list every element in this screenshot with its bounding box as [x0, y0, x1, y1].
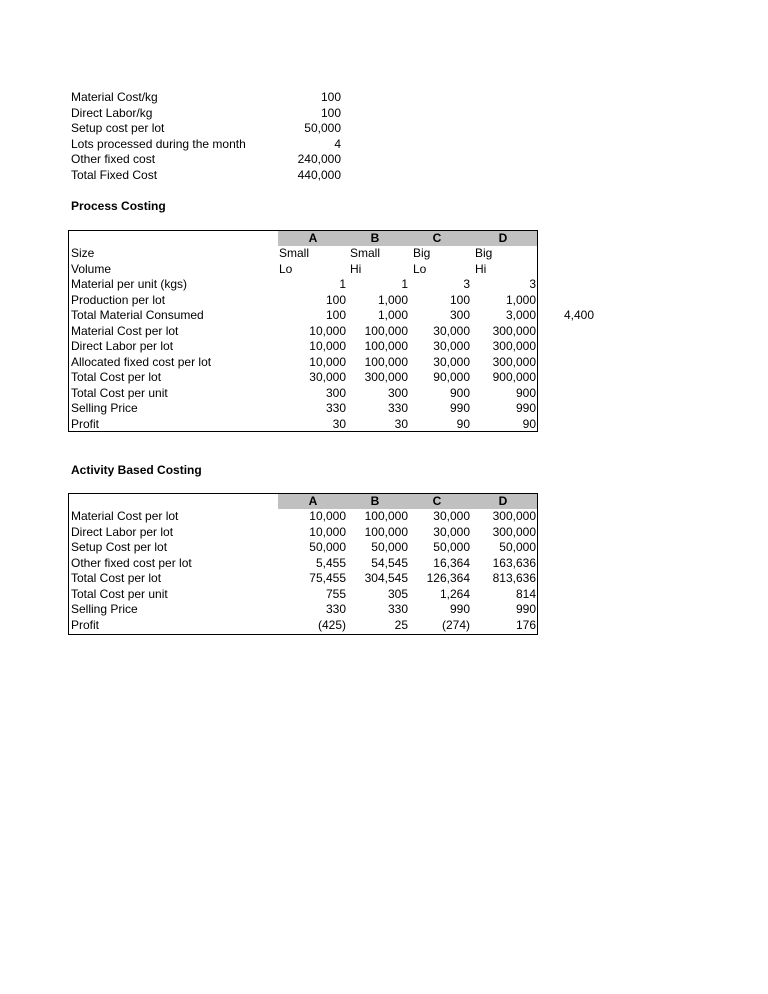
- cell-value: 30,000: [433, 323, 470, 338]
- param-value: 240,000: [297, 152, 341, 166]
- cell-value: 305: [387, 586, 408, 601]
- cell-value: 30: [394, 416, 408, 431]
- table-row: [71, 370, 537, 386]
- cell-value: 300: [325, 385, 346, 400]
- table-row: [71, 587, 537, 603]
- table-row: [71, 556, 537, 572]
- cell-value: 25: [394, 617, 408, 632]
- cell-value: 10,000: [309, 509, 346, 523]
- cell-value: 300: [387, 385, 408, 400]
- row-label: Direct Labor per lot: [71, 524, 174, 539]
- cell-value: 100,000: [364, 354, 408, 369]
- param-value: 50,000: [304, 121, 341, 135]
- cell-value: Small: [279, 246, 310, 260]
- row-label: Production per lot: [71, 292, 166, 307]
- cell-value: 300,000: [492, 524, 536, 539]
- param-label: Other fixed cost: [71, 152, 156, 166]
- cell-value: 3,000: [505, 308, 536, 322]
- cell-value: 176: [515, 617, 536, 632]
- column-header-d: D: [498, 231, 508, 245]
- process-costing-table: [68, 230, 538, 432]
- column-header-a: A: [308, 494, 318, 508]
- abc-header-band: [278, 494, 537, 509]
- cell-value: 50,000: [499, 540, 536, 554]
- cell-value: 30: [332, 416, 346, 431]
- row-label: Total Cost per lot: [71, 370, 162, 384]
- cell-value: 1,000: [377, 292, 408, 307]
- cell-value: 100: [325, 292, 346, 307]
- row-label: Selling Price: [71, 602, 138, 616]
- cell-value: 90: [456, 416, 470, 431]
- param-value: 100: [320, 105, 341, 120]
- cell-value: 300,000: [492, 354, 536, 369]
- row-label: Size: [71, 246, 95, 260]
- cell-value: 1: [401, 277, 408, 291]
- table-row: [71, 339, 537, 355]
- table-row: [71, 602, 537, 618]
- cell-value: 900: [449, 385, 470, 400]
- cell-value: 100,000: [364, 323, 408, 338]
- cell-value: 10,000: [309, 354, 346, 369]
- cell-value: Hi: [350, 261, 362, 276]
- cell-value: 300,000: [492, 509, 536, 523]
- row-label: Total Cost per lot: [71, 571, 162, 585]
- param-label: Setup cost per lot: [71, 121, 165, 135]
- cell-value: 330: [325, 401, 346, 415]
- cell-value: 300,000: [364, 370, 408, 384]
- row-label: Other fixed cost per lot: [71, 555, 192, 570]
- abc-costing-table: [68, 493, 538, 635]
- cell-value: 1: [339, 277, 346, 291]
- cell-value: Lo: [279, 261, 293, 276]
- process-extra-value: 4,400: [563, 308, 594, 322]
- table-row: [71, 293, 537, 309]
- cell-value: 1,264: [439, 586, 470, 601]
- param-row: [71, 137, 341, 153]
- cell-value: 300,000: [492, 323, 536, 338]
- cell-value: (274): [441, 617, 470, 632]
- cell-value: 100,000: [364, 524, 408, 539]
- row-label: Setup Cost per lot: [71, 540, 168, 554]
- process-header-band: [278, 231, 537, 246]
- cell-value: Big: [413, 246, 431, 260]
- cell-value: 990: [449, 602, 470, 616]
- cell-value: 50,000: [309, 540, 346, 554]
- cell-value: 50,000: [371, 540, 408, 554]
- param-row: [71, 121, 341, 137]
- cell-value: 100: [325, 308, 346, 322]
- cell-value: 30,000: [433, 339, 470, 353]
- column-header-c: C: [432, 231, 442, 245]
- column-header-b: B: [370, 231, 380, 245]
- cell-value: Lo: [413, 261, 427, 276]
- cell-value: 990: [515, 602, 536, 616]
- cell-value: 75,455: [309, 571, 346, 585]
- table-row: [71, 324, 537, 340]
- row-label: Profit: [71, 416, 100, 431]
- cell-value: 755: [325, 586, 346, 601]
- cell-value: 330: [387, 401, 408, 415]
- cell-value: 1,000: [505, 292, 536, 307]
- param-row: [71, 106, 341, 122]
- param-label: Material Cost/kg: [71, 90, 158, 104]
- cell-value: 30,000: [309, 370, 346, 384]
- row-label: Material Cost per lot: [71, 509, 179, 523]
- process-costing-title: Process Costing: [71, 199, 166, 213]
- cell-value: Small: [350, 246, 381, 260]
- cell-value: 3: [529, 277, 536, 291]
- param-value: 440,000: [297, 167, 341, 182]
- row-label: Total Material Consumed: [71, 308, 204, 322]
- cell-value: 100: [449, 292, 470, 307]
- cell-value: 1,000: [377, 308, 408, 322]
- table-row: [71, 525, 537, 541]
- cell-value: 163,636: [492, 555, 536, 570]
- table-row: [71, 618, 537, 634]
- column-header-a: A: [308, 231, 318, 245]
- cell-value: 3: [463, 277, 470, 291]
- row-label: Total Cost per unit: [71, 586, 168, 601]
- row-label: Direct Labor per lot: [71, 339, 174, 353]
- param-row: [71, 152, 341, 168]
- cell-value: 90,000: [433, 370, 470, 384]
- row-label: Selling Price: [71, 401, 138, 415]
- cell-value: 10,000: [309, 323, 346, 338]
- cell-value: 100,000: [364, 509, 408, 523]
- cell-value: 300,000: [492, 339, 536, 353]
- row-label: Total Cost per unit: [71, 385, 168, 400]
- cell-value: 304,545: [364, 571, 408, 585]
- table-row: [71, 308, 537, 324]
- row-label: Material per unit (kgs): [71, 277, 188, 291]
- cell-value: 813,636: [492, 571, 536, 585]
- table-row: [71, 246, 537, 262]
- table-row: [71, 509, 537, 525]
- column-header-c: C: [432, 494, 442, 508]
- cell-value: 16,364: [433, 555, 470, 570]
- param-value: 100: [320, 90, 341, 104]
- param-row: [71, 90, 341, 106]
- cell-value: 990: [449, 401, 470, 415]
- row-label: Allocated fixed cost per lot: [71, 354, 212, 369]
- param-label: Direct Labor/kg: [71, 105, 153, 120]
- table-row: [71, 540, 537, 556]
- cell-value: 990: [515, 401, 536, 415]
- cell-value: 330: [325, 602, 346, 616]
- cell-value: 10,000: [309, 339, 346, 353]
- cell-value: 100,000: [364, 339, 408, 353]
- cell-value: 30,000: [433, 354, 470, 369]
- table-row: [71, 417, 537, 433]
- table-row: [71, 401, 537, 417]
- cell-value: 300: [449, 308, 470, 322]
- cell-value: 50,000: [433, 540, 470, 554]
- param-value: 4: [334, 136, 341, 151]
- cell-value: 90: [522, 416, 536, 431]
- row-label: Profit: [71, 617, 100, 632]
- table-row: [71, 355, 537, 371]
- cell-value: 900: [515, 385, 536, 400]
- row-label: Volume: [71, 261, 112, 276]
- row-label: Material Cost per lot: [71, 323, 179, 338]
- param-row: [71, 168, 341, 184]
- cell-value: 330: [387, 602, 408, 616]
- cell-value: 126,364: [426, 571, 470, 585]
- param-label: Lots processed during the month: [71, 136, 246, 151]
- abc-title: Activity Based Costing: [71, 463, 202, 477]
- cell-value: 900,000: [492, 370, 536, 384]
- table-row: [71, 262, 537, 278]
- column-header-b: B: [370, 494, 380, 508]
- table-row: [71, 571, 537, 587]
- cell-value: Hi: [475, 261, 487, 276]
- table-row: [71, 277, 537, 293]
- table-row: [71, 386, 537, 402]
- cell-value: 5,455: [315, 555, 346, 570]
- cell-value: 10,000: [309, 524, 346, 539]
- cell-value: 54,545: [371, 555, 408, 570]
- cell-value: 30,000: [433, 509, 470, 523]
- cell-value: 814: [515, 586, 536, 601]
- cell-value: 30,000: [433, 524, 470, 539]
- column-header-d: D: [498, 494, 508, 508]
- cell-value: Big: [475, 246, 493, 260]
- cell-value: (425): [317, 617, 346, 632]
- param-label: Total Fixed Cost: [71, 167, 158, 182]
